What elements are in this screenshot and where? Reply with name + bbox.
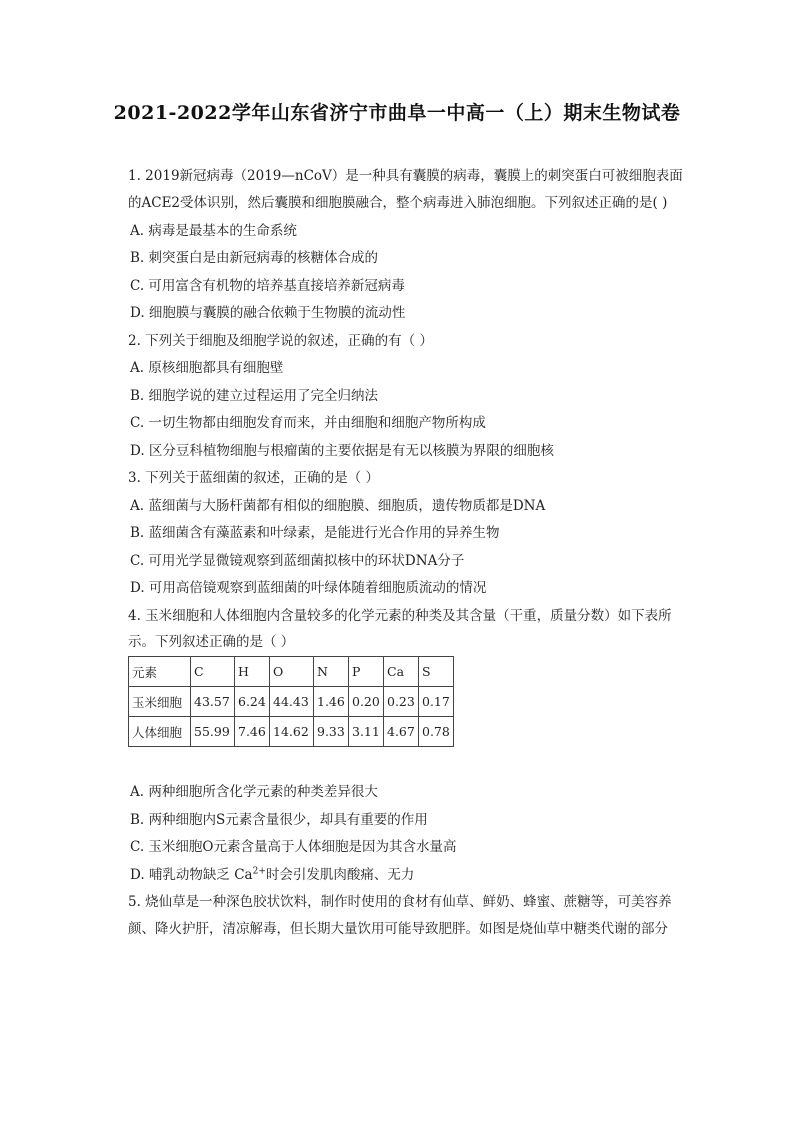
q2-stem: 2. 下列关于细胞及细胞学说的叙述，正确的有（ ） (128, 333, 433, 349)
q4-stem-line-2: 示。下列叙述正确的是（ ） (128, 634, 295, 650)
page-title: 2021-2022学年山东省济宁市曲阜一中高一（上）期末生物试卷 (113, 102, 681, 124)
table-cell: 人体细胞 (129, 717, 191, 747)
q1-option-c: C. 可用富含有机物的培养基直接培养新冠病毒 (130, 278, 405, 294)
q3-option-b: B. 蓝细菌含有藻蓝素和叶绿素，是能进行光合作用的异养生物 (130, 525, 500, 541)
q3-option-d: D. 可用高倍镜观察到蓝细菌的叶绿体随着细胞质流动的情况 (130, 580, 487, 596)
q4-option-d (130, 863, 414, 883)
table-cell: 0.17 (419, 687, 454, 717)
q4-option-d-text-end: 时会引发肌肉酸痛、无力 (265, 867, 415, 883)
q1-option-a: A. 病毒是最基本的生命系统 (130, 223, 297, 239)
table-cell: 4.67 (384, 717, 419, 747)
q5-stem-line-2: 颜、降火护肝，清凉解毒，但长期大量饮用可能导致肥胖。如图是烧仙草中糖类代谢的部分 (128, 921, 668, 937)
q2-option-d: D. 区分豆科植物细胞与根瘤菌的主要依据是有无以核膜为界限的细胞核 (130, 443, 554, 459)
calcium-charge-superscript: 2+ (252, 866, 266, 877)
table-cell: O (270, 657, 314, 687)
table-cell: P (349, 657, 384, 687)
q3-option-c: C. 可用光学显微镜观察到蓝细菌拟核中的环状DNA分子 (130, 553, 465, 569)
q4-option-a: A. 两种细胞所含化学元素的种类差异很大 (130, 784, 378, 800)
table-cell: Ca (384, 657, 419, 687)
table-cell: 14.62 (270, 717, 314, 747)
table-header-row (129, 657, 454, 687)
table-row (129, 717, 454, 747)
q4-option-c: C. 玉米细胞O元素含量高于人体细胞是因为其含水量高 (130, 839, 457, 855)
table-cell: 元素 (129, 657, 191, 687)
q2-option-a: A. 原核细胞都具有细胞壁 (130, 360, 284, 376)
table-cell: N (314, 657, 349, 687)
q2-option-c: C. 一切生物都由细胞发育而来，并由细胞和细胞产物所构成 (130, 415, 486, 431)
table-cell: 0.78 (419, 717, 454, 747)
table-cell: H (235, 657, 270, 687)
table-cell: 0.20 (349, 687, 384, 717)
q5-stem-line-1: 5. 烧仙草是一种深色胶状饮料，制作时使用的食材有仙草、鲜奶、蜂蜜、蔗糖等，可美容养 (128, 894, 672, 910)
table-cell: 9.33 (314, 717, 349, 747)
table-cell: 55.99 (191, 717, 235, 747)
table-cell: 0.23 (384, 687, 419, 717)
table-cell: 7.46 (235, 717, 270, 747)
q1-option-d: D. 细胞膜与囊膜的融合依赖于生物膜的流动性 (130, 305, 406, 321)
table-cell: 玉米细胞 (129, 687, 191, 717)
q4-option-b: B. 两种细胞内S元素含量很少，却具有重要的作用 (130, 812, 428, 828)
q3-option-a: A. 蓝细菌与大肠杆菌都有相似的细胞膜、细胞质，遗传物质都是DNA (130, 498, 546, 514)
q3-stem: 3. 下列关于蓝细菌的叙述，正确的是（ ） (128, 470, 379, 486)
element-content-table (128, 656, 454, 747)
table-cell: C (191, 657, 235, 687)
q1-option-b: B. 刺突蛋白是由新冠病毒的核糖体合成的 (130, 250, 379, 266)
q1-stem-line-1: 1. 2019新冠病毒（2019—nCoV）是一种具有囊膜的病毒，囊膜上的刺突蛋白可被细胞表面 (128, 168, 683, 184)
table-cell: 3.11 (349, 717, 384, 747)
q4-option-d-text: D. 哺乳动物缺乏 Ca (130, 867, 253, 883)
q2-option-b: B. 细胞学说的建立过程运用了完全归纳法 (130, 388, 379, 404)
table-cell: 6.24 (235, 687, 270, 717)
table-cell: 43.57 (191, 687, 235, 717)
q4-stem-line-1: 4. 玉米细胞和人体细胞内含量较多的化学元素的种类及其含量（干重，质量分数）如下表所 (128, 608, 672, 624)
table-row (129, 687, 454, 717)
table-cell: 1.46 (314, 687, 349, 717)
table-cell: 44.43 (270, 687, 314, 717)
table-cell: S (419, 657, 454, 687)
q1-stem-line-2: 的ACE2受体识别，然后囊膜和细胞膜融合，整个病毒进入肺泡细胞。下列叙述正确的是( ) (128, 195, 668, 211)
